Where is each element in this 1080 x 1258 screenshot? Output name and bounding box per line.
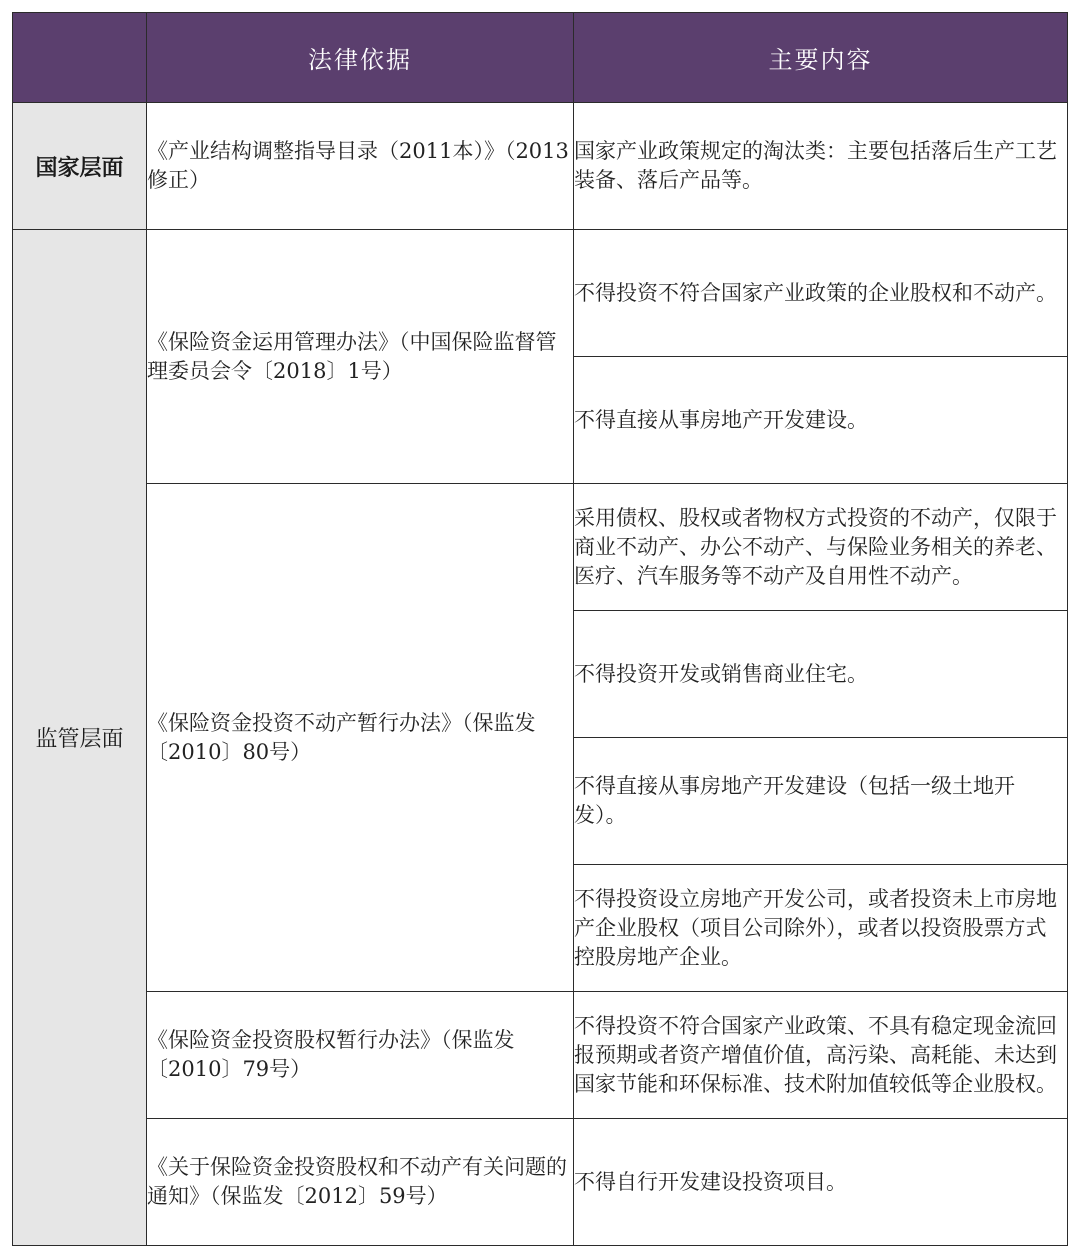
- basis-national: 《产业结构调整指导目录（2011本）》（2013修正）: [147, 103, 574, 230]
- content-item: 不得投资设立房地产开发公司，或者投资未上市房地产企业股权（项目公司除外），或者以投资股票方式控股房地产企业。: [574, 865, 1068, 992]
- table-header-row: [13, 13, 1068, 103]
- content-item: 不得投资不符合国家产业政策、不具有稳定现金流回报预期或者资产增值价值，高污染、高耗能、未达到国家节能和环保标准、技术附加值较低等企业股权。: [574, 992, 1068, 1119]
- table-row: [13, 992, 1068, 1119]
- law-table: [12, 12, 1068, 1246]
- content-item: 不得投资不符合国家产业政策的企业股权和不动产。: [574, 230, 1068, 357]
- table-row: [13, 103, 1068, 230]
- header-level-cell: [13, 13, 147, 103]
- content-item: 不得自行开发建设投资项目。: [574, 1119, 1068, 1246]
- table-row: [13, 230, 1068, 357]
- level-regulatory: 监管层面: [13, 230, 147, 1246]
- basis-group-2: 《保险资金投资不动产暂行办法》（保监发〔2010〕80号）: [147, 484, 574, 992]
- basis-group-4: 《关于保险资金投资股权和不动产有关问题的通知》（保监发〔2012〕59号）: [147, 1119, 574, 1246]
- table-row: [13, 484, 1068, 611]
- content-item: 不得直接从事房地产开发建设。: [574, 357, 1068, 484]
- content-national: 国家产业政策规定的淘汰类：主要包括落后生产工艺装备、落后产品等。: [574, 103, 1068, 230]
- basis-group-3: 《保险资金投资股权暂行办法》（保监发〔2010〕79号）: [147, 992, 574, 1119]
- level-national: 国家层面: [13, 103, 147, 230]
- header-legal-basis: 法律依据: [147, 13, 574, 103]
- content-item: 不得直接从事房地产开发建设（包括一级土地开发）。: [574, 738, 1068, 865]
- table-row: [13, 1119, 1068, 1246]
- content-item: 不得投资开发或销售商业住宅。: [574, 611, 1068, 738]
- basis-group-1: 《保险资金运用管理办法》（中国保险监督管理委员会令〔2018〕1号）: [147, 230, 574, 484]
- header-main-content: 主要内容: [574, 13, 1068, 103]
- content-item: 采用债权、股权或者物权方式投资的不动产，仅限于商业不动产、办公不动产、与保险业务相关的养老、医疗、汽车服务等不动产及自用性不动产。: [574, 484, 1068, 611]
